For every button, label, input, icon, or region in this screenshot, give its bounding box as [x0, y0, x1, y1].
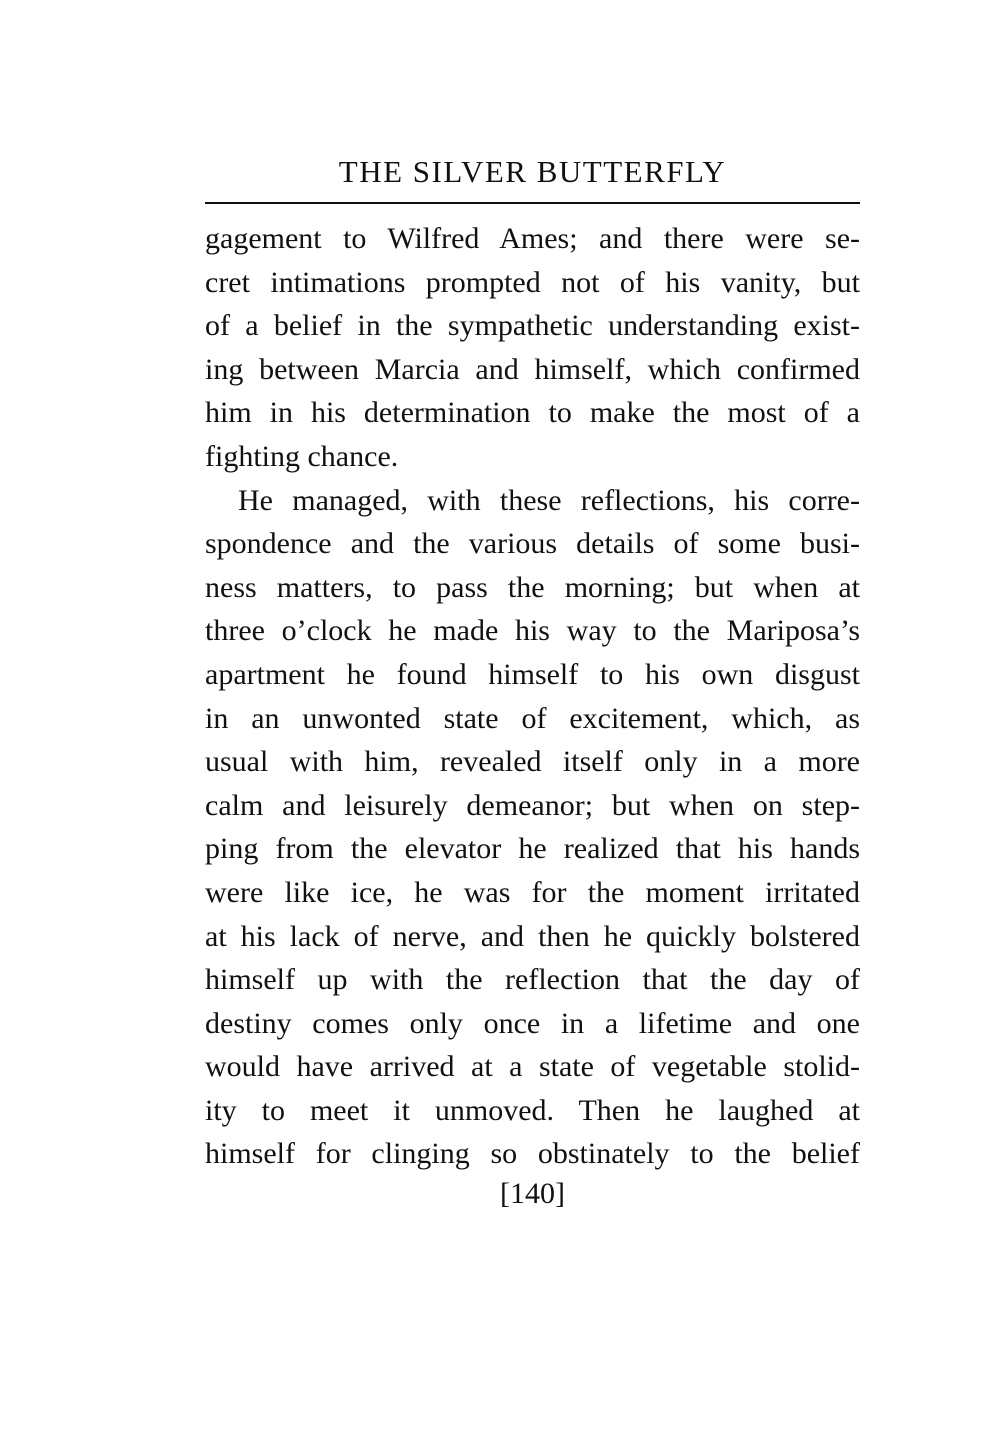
text-line: would have arrived at a state of vegetable stolid-: [205, 1050, 860, 1084]
body-text: [205, 217, 860, 1176]
text-line: spondence and the various details of some busi-: [205, 527, 860, 561]
text-line: himself up with the reflection that the day of: [205, 963, 860, 997]
text-line: cret intimations prompted not of his vanity, but: [205, 265, 860, 299]
text-line: gagement to Wilfred Ames; and there were se-: [205, 222, 860, 255]
text-line: at his lack of nerve, and then he quickly bolstered: [205, 919, 860, 953]
text-line: ity to meet it unmoved. Then he laughed at: [205, 1093, 860, 1127]
page-number: [140]: [500, 1177, 565, 1210]
text-line: calm and leisurely demeanor; but when on step-: [205, 788, 860, 822]
text-line: apartment he found himself to his own disgust: [205, 657, 860, 691]
text-line: of a belief in the sympathetic understanding exist-: [205, 309, 860, 343]
text-line: He managed, with these reflections, his corre-: [238, 483, 860, 517]
text-line: him in his determination to make the most of a: [205, 396, 860, 430]
text-line: usual with him, revealed itself only in a more: [205, 745, 860, 779]
text-line: himself for clinging so obstinately to the belief: [205, 1137, 860, 1171]
text-line: ing between Marcia and himself, which confirmed: [205, 352, 860, 386]
paragraph-1: [205, 217, 860, 479]
text-line: fighting chance.: [205, 439, 399, 473]
text-line: in an unwonted state of excitement, which, as: [205, 701, 860, 735]
paragraph-2: [205, 479, 860, 1177]
header-rule: [205, 202, 860, 204]
text-line: ness matters, to pass the morning; but when at: [205, 570, 860, 604]
text-line: three o’clock he made his way to the Mariposa’s: [205, 614, 860, 648]
text-line: ping from the elevator he realized that his hands: [205, 832, 860, 866]
running-head: THE SILVER BUTTERFLY: [338, 154, 727, 189]
text-line: were like ice, he was for the moment irritated: [205, 875, 860, 909]
text-line: destiny comes only once in a lifetime and one: [205, 1006, 860, 1040]
